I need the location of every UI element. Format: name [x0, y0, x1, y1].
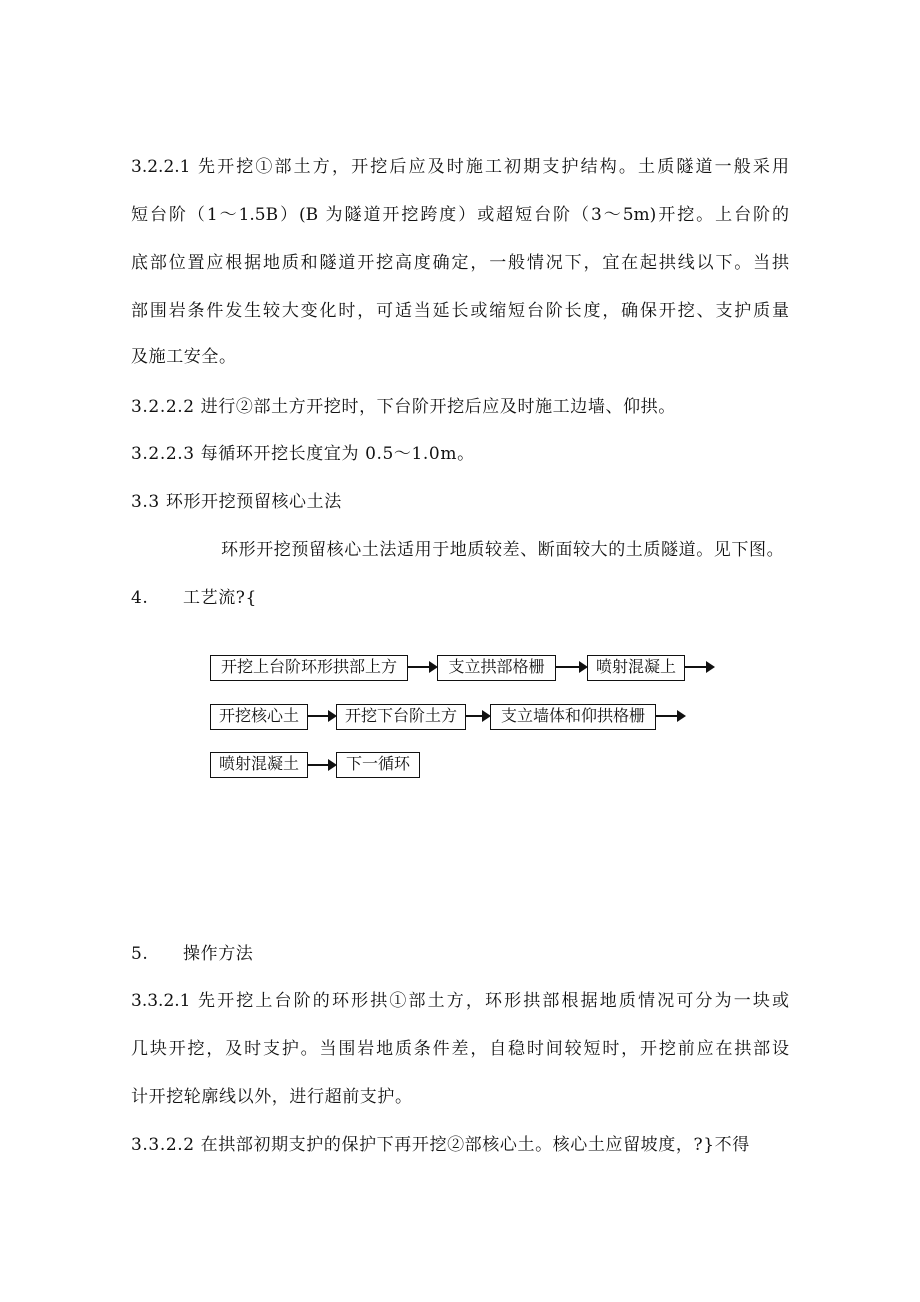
flow-step-excavate-lower-bench: 开挖下台阶土方: [336, 704, 466, 730]
section-3-3-intro: 环形开挖预留核心土法适用于地质较差、断面较大的土质隧道。见下图。: [221, 540, 785, 560]
flow-step-shotcrete-1: 喷射混凝上: [587, 655, 685, 681]
heading-5: [131, 943, 253, 965]
paragraph-3-3-2-1-line-2: 几块开挖，及时支护。当围岩地质条件差，自稳时间较短时，开挖前应在拱部设: [131, 1039, 789, 1059]
flow-arrow: [466, 715, 483, 717]
paragraph-3-2-2-2: 3.2.2.2 进行②部土方开挖时，下台阶开挖后应及时施工边墙、仰拱。: [131, 397, 676, 417]
paragraph-3-2-2-1-line-1: 3.2.2.1 先开挖①部土方，开挖后应及时施工初期支护结构。土质隧道一般采用: [131, 157, 789, 177]
paragraph-3-2-2-1-line-2: 短台阶（1～1.5B）(B 为隧道开挖跨度）或超短台阶（3～5m)开挖。上台阶的: [131, 205, 789, 225]
paragraph-3-3-2-1-line-1: 3.3.2.1 先开挖上台阶的环形拱①部土方，环形拱部根据地质情况可分为一块或: [131, 991, 789, 1011]
section-3-3-title: 3.3 环形开挖预留核心土法: [131, 492, 342, 512]
flow-step-shotcrete-2: 喷射混凝土: [210, 752, 308, 778]
flow-step-next-cycle: 下一循环: [336, 752, 420, 778]
paragraph-3-2-2-1-line-3: 底部位置应根据地质和隧道开挖高度确定，一般情况下，宜在起拱线以下。当拱: [131, 253, 789, 273]
flow-arrow: [556, 666, 580, 668]
flow-step-erect-arch-grid: 支立拱部格栅: [437, 655, 556, 681]
paragraph-3-2-2-3: 3.2.2.3 每循环开挖长度宜为 0.5～1.0m。: [131, 444, 475, 464]
paragraph-3-2-2-1-line-5: 及施工安全。: [131, 347, 237, 367]
flow-arrow: [308, 764, 329, 766]
flow-arrow: [308, 715, 329, 717]
paragraph-3-2-2-1-line-4: 部围岩条件发生较大变化时，可适当延长或缩短台阶长度，确保开挖、支护质量: [131, 301, 789, 321]
heading-4: [131, 587, 257, 609]
heading-5-number: 5.: [131, 944, 149, 964]
flow-step-excavate-core-soil: 开挖核心土: [210, 704, 308, 730]
flow-step-excavate-upper-arch: 开挖上台阶环形拱部上方: [210, 655, 408, 681]
flow-arrow: [656, 715, 678, 717]
paragraph-3-3-2-1-line-3: 计开挖轮廓线以外，进行超前支护。: [131, 1087, 413, 1107]
flow-step-erect-wall-invert-grid: 支立墙体和仰拱格栅: [490, 704, 656, 730]
paragraph-3-3-2-2: 3.3.2.2 在拱部初期支护的保护下再开挖②部核心土。核心土应留坡度，?}不得: [131, 1135, 750, 1155]
flow-arrow: [685, 666, 707, 668]
heading-5-text: 操作方法: [183, 944, 254, 964]
heading-4-number: 4.: [131, 588, 149, 608]
heading-4-text: 工艺流?{: [183, 588, 257, 608]
flow-arrow: [408, 666, 430, 668]
